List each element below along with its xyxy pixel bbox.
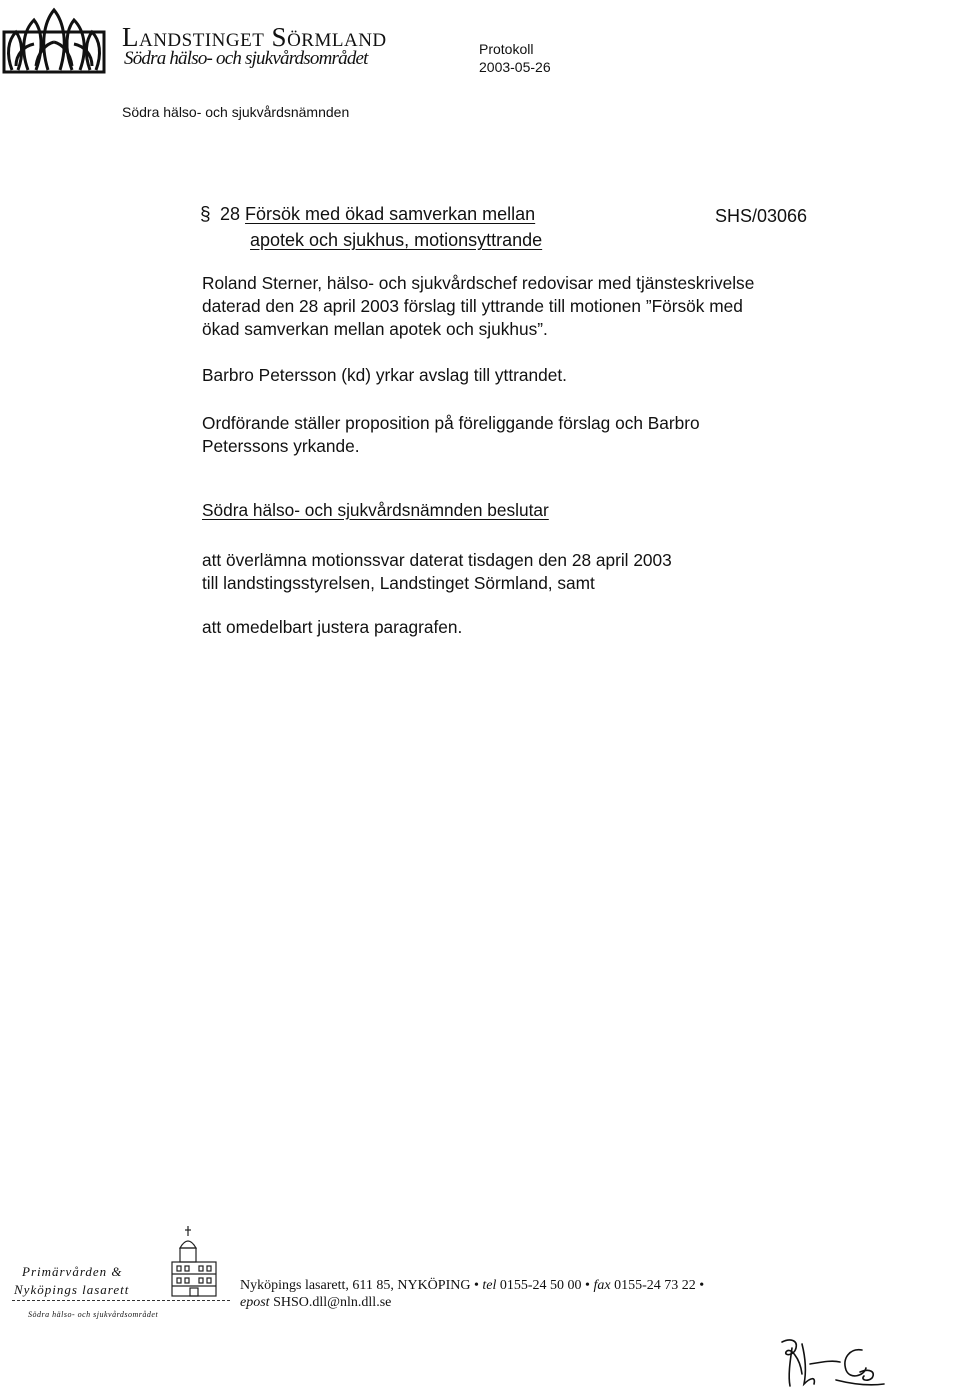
footer-address: Nyköpings lasarett, 611 85, NYKÖPING • tel 0155-24 50 00 • fax 0155-24 73 22 •	[240, 1278, 705, 1293]
paragraph-proposition	[202, 412, 700, 458]
paragraph-line: daterad den 28 april 2003 förslag till yttrande till motionen ”Försök med	[202, 296, 743, 316]
hospital-building-icon	[168, 1226, 220, 1304]
footer-email-label: epost	[240, 1295, 270, 1310]
committee-name: Södra hälso- och sjukvårdsnämnden	[122, 104, 350, 120]
decision-item	[202, 549, 672, 595]
section-title-text: Försök med ökad samverkan mellan	[245, 204, 536, 224]
paragraph-line: Ordförande ställer proposition på föreliggande förslag och Barbro	[202, 413, 700, 433]
case-number: SHS/03066	[715, 206, 808, 226]
paragraph-line: ökad samverkan mellan apotek och sjukhus”.	[202, 319, 548, 339]
footer-fax-label: fax	[593, 1278, 611, 1293]
footer-org-line2: Nyköpings lasarett	[14, 1282, 130, 1297]
paragraph-line: Roland Sterner, hälso- och sjukvårdschef redovisar med tjänsteskrivelse	[202, 273, 755, 293]
footer-org-line1: Primärvården &	[22, 1264, 123, 1279]
handwritten-initials-icon	[776, 1334, 886, 1390]
footer-fax: 0155-24 73 22 •	[614, 1278, 705, 1293]
footer-org-line3: Södra hälso- och sjukvårdsområdet	[28, 1310, 159, 1319]
document-type: Protokoll	[479, 41, 534, 57]
footer-tel: 0155-24 50 00	[499, 1278, 582, 1293]
footer-email-link[interactable]: SHSO.dll@nln.dll.se	[273, 1295, 392, 1310]
paragraph-line: till landstingsstyrelsen, Landstinget Sörmland, samt	[202, 573, 595, 593]
section-number: 28	[220, 204, 241, 224]
section-sign: §	[200, 204, 211, 225]
landsting-crown-logo-icon	[2, 4, 106, 76]
paragraph-report	[202, 272, 754, 341]
footer-address-text: Nyköpings lasarett, 611 85, NYKÖPING •	[240, 1278, 479, 1293]
paragraph-line: Peterssons yrkande.	[202, 436, 360, 456]
footer-contact	[240, 1295, 391, 1311]
organization-name: Landstinget Sörmland	[122, 22, 387, 52]
footer-tel-label: tel	[482, 1278, 497, 1293]
decision-heading: Södra hälso- och sjukvårdsnämnden beslutar	[202, 500, 549, 520]
section-title-line1	[220, 204, 535, 225]
decision-item: att omedelbart justera paragrafen.	[202, 617, 463, 637]
paragraph-motion: Barbro Petersson (kd) yrkar avslag till yttrandet.	[202, 365, 567, 385]
paragraph-line: att överlämna motionssvar daterat tisdagen den 28 april 2003	[202, 550, 672, 570]
section-title-line2: apotek och sjukhus, motionsyttrande	[250, 230, 543, 250]
document-date: 2003-05-26	[479, 59, 551, 75]
organization-area: Södra hälso- och sjukvårdsområdet	[124, 48, 368, 69]
